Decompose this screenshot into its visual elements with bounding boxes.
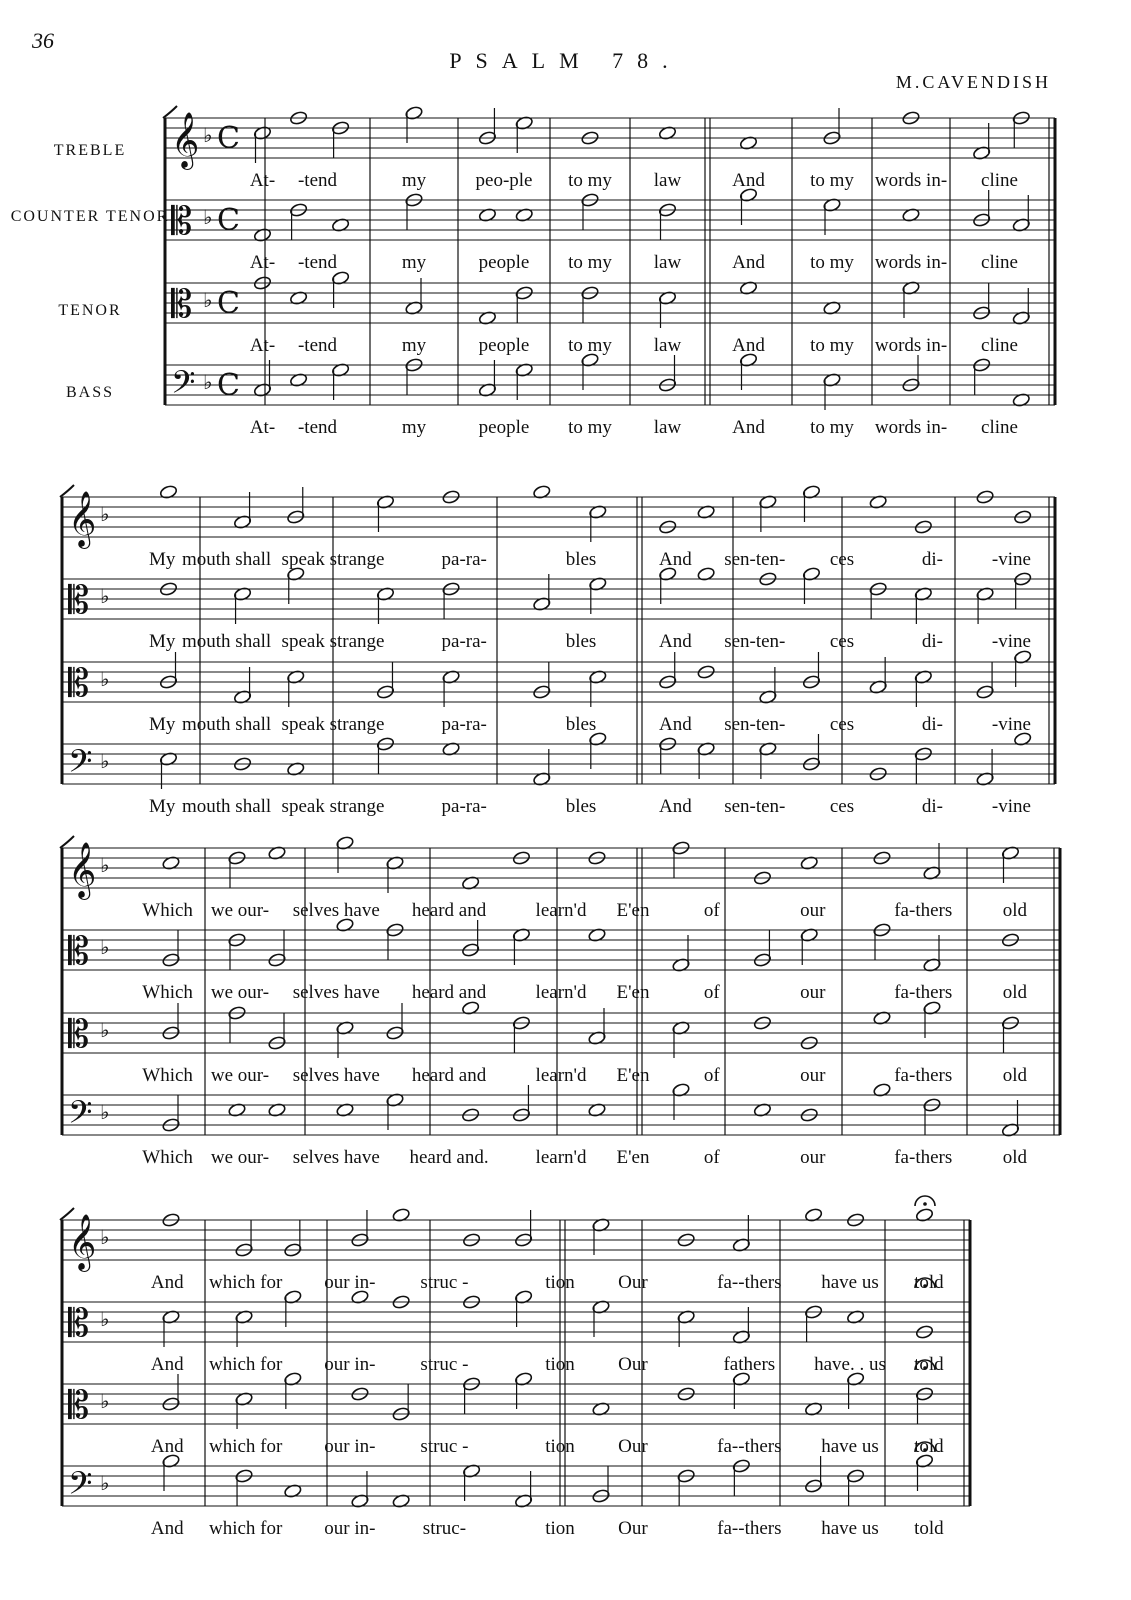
flat-icon: ♭ <box>100 1018 110 1042</box>
lyric-syllable: Our <box>618 1518 648 1539</box>
lyric-syllable: speak strange <box>281 796 385 817</box>
lyric-syllable: Which <box>142 900 193 921</box>
lyric-syllable: And <box>659 631 692 652</box>
lyric-syllable: learn'd <box>535 982 587 1003</box>
lyric-syllable: E'en <box>616 1147 650 1168</box>
lyric-syllable: ces <box>829 631 855 652</box>
lyric-syllable: have us <box>821 1272 879 1293</box>
lyric-syllable: My <box>148 796 176 817</box>
lyric-syllable: fa-thers <box>894 900 953 921</box>
lyric-syllable: to my <box>568 252 612 273</box>
lyric-syllable: which for <box>208 1272 283 1293</box>
lyric-syllable: people <box>478 335 530 356</box>
c-clef-icon: 𝄡 <box>171 282 193 326</box>
voice-label-tenor: TENOR <box>58 302 122 319</box>
lyric-syllable: Our <box>618 1272 648 1293</box>
fermata-dot <box>923 1202 927 1206</box>
lyric-syllable: to my <box>568 335 612 356</box>
treble-clef-icon: 𝄞 <box>68 1214 97 1270</box>
lyric-syllable: cline <box>981 252 1018 273</box>
lyric-syllable: of <box>703 1147 720 1168</box>
lyric-syllable: we our- <box>210 1065 270 1086</box>
c-clef-icon: 𝄡 <box>68 1383 90 1427</box>
lyric-syllable: our in- <box>324 1436 376 1457</box>
lyric-syllable: And <box>659 549 692 570</box>
lyric-syllable: have us <box>821 1518 879 1539</box>
treble-clef-icon: 𝄞 <box>68 842 97 898</box>
lyric-syllable: Which <box>142 982 193 1003</box>
lyric-syllable: learn'd <box>535 900 587 921</box>
lyric-syllable: cline <box>981 335 1018 356</box>
voice-label-counter-tenor: COUNTER TENOR <box>10 208 170 225</box>
lyric-syllable: And <box>732 335 765 356</box>
lyric-syllable: pa-ra- <box>441 631 487 652</box>
lyric-syllable: cline <box>981 417 1018 438</box>
flat-icon: ♭ <box>100 1225 110 1249</box>
voice-label-bass: BASS <box>65 384 115 401</box>
bass-clef-icon: 𝄢 <box>171 364 196 408</box>
lyric-syllable: And <box>732 252 765 273</box>
lyric-syllable: our <box>800 982 826 1003</box>
lyric-syllable: to my <box>568 417 612 438</box>
lyric-syllable: -vine <box>991 796 1031 817</box>
bass-clef-icon: 𝄢 <box>68 1094 93 1138</box>
lyric-syllable: fa--thers <box>717 1436 782 1457</box>
lyric-syllable: learn'd <box>535 1147 587 1168</box>
bass-clef-icon: 𝄢 <box>68 1465 93 1509</box>
lyric-syllable: ces <box>829 714 855 735</box>
lyric-syllable: old <box>1002 1147 1027 1168</box>
lyric-syllable: tion <box>545 1354 575 1375</box>
lyric-syllable: selves have <box>292 900 380 921</box>
lyric-syllable: -tend <box>297 335 338 356</box>
lyric-syllable: bles <box>565 796 597 817</box>
common-time-icon: C <box>217 203 240 238</box>
lyric-syllable: -tend <box>297 170 338 191</box>
lyric-syllable: our <box>800 1065 826 1086</box>
lyric-syllable: old <box>1002 900 1027 921</box>
lyric-syllable: E'en <box>616 982 650 1003</box>
lyric-syllable: which for <box>208 1354 283 1375</box>
lyric-syllable: heard and <box>411 900 487 921</box>
lyric-syllable: ces <box>829 796 855 817</box>
lyric-syllable: And <box>732 170 765 191</box>
lyric-syllable: pa-ra- <box>441 714 487 735</box>
lyric-syllable: Our <box>618 1436 648 1457</box>
lyric-syllable: to my <box>568 170 612 191</box>
lyric-syllable: fa--thers <box>717 1518 782 1539</box>
lyric-syllable: heard and. <box>409 1147 489 1168</box>
lyric-syllable: told <box>914 1436 944 1457</box>
lyric-syllable: pa-ra- <box>441 796 487 817</box>
composer-name: M.CAVENDISH <box>895 72 1051 92</box>
lyric-syllable: selves have <box>292 1147 380 1168</box>
lyric-syllable: to my <box>810 170 854 191</box>
lyric-syllable: to my <box>810 417 854 438</box>
lyric-syllable: our <box>800 900 826 921</box>
lyric-syllable: And <box>150 1518 184 1539</box>
lyric-syllable: di- <box>921 549 943 570</box>
flat-icon: ♭ <box>100 1100 110 1124</box>
lyric-syllable: of <box>703 1065 720 1086</box>
lyric-syllable: sen-ten- <box>724 631 786 652</box>
lyric-syllable: Our <box>618 1354 648 1375</box>
flat-icon: ♭ <box>100 853 110 877</box>
lyric-syllable: our in- <box>324 1272 376 1293</box>
lyric-syllable: law <box>653 170 682 191</box>
common-time-icon: C <box>217 121 240 156</box>
treble-clef-icon: 𝄞 <box>68 491 97 547</box>
lyric-syllable: fa-thers <box>894 1147 953 1168</box>
lyric-syllable: struc - <box>420 1272 469 1293</box>
lyric-syllable: sen-ten- <box>724 796 786 817</box>
lyric-syllable: ces <box>829 549 855 570</box>
lyric-syllable: we our- <box>210 982 270 1003</box>
lyric-syllable: told <box>914 1518 944 1539</box>
lyric-syllable: -tend <box>297 252 338 273</box>
c-clef-icon: 𝄡 <box>171 199 193 243</box>
lyric-syllable: mouth shall <box>181 714 272 735</box>
lyric-syllable: fa--thers <box>717 1272 782 1293</box>
lyric-syllable: old <box>1002 1065 1027 1086</box>
lyric-syllable: And <box>150 1272 184 1293</box>
common-time-icon: C <box>217 368 240 403</box>
lyric-syllable: struc - <box>420 1436 469 1457</box>
lyric-syllable: selves have <box>292 982 380 1003</box>
lyric-syllable: fathers <box>723 1354 776 1375</box>
lyric-syllable: di- <box>921 631 943 652</box>
voice-label-treble: TREBLE <box>53 142 127 159</box>
lyric-syllable: di- <box>921 714 943 735</box>
flat-icon: ♭ <box>203 205 213 229</box>
lyric-syllable: E'en <box>616 1065 650 1086</box>
lyric-syllable: to my <box>810 335 854 356</box>
lyric-syllable: speak strange <box>281 714 385 735</box>
lyric-syllable: At- <box>249 335 276 356</box>
lyric-syllable: tion <box>545 1518 575 1539</box>
lyric-syllable: Which <box>142 1147 193 1168</box>
lyric-syllable: speak strange <box>281 631 385 652</box>
lyric-syllable: mouth shall <box>181 549 272 570</box>
lyric-syllable: my <box>401 170 427 191</box>
lyric-syllable: have. . us <box>814 1354 886 1375</box>
lyric-syllable: E'en <box>616 900 650 921</box>
lyric-syllable: Which <box>142 1065 193 1086</box>
flat-icon: ♭ <box>100 1389 110 1413</box>
flat-icon: ♭ <box>100 749 110 773</box>
flat-icon: ♭ <box>100 667 110 691</box>
flat-icon: ♭ <box>203 288 213 312</box>
page-number: 36 <box>32 28 54 53</box>
lyric-syllable: my <box>401 417 427 438</box>
lyric-syllable: we our- <box>210 1147 270 1168</box>
lyric-syllable: mouth shall <box>181 631 272 652</box>
flat-icon: ♭ <box>100 584 110 608</box>
lyric-syllable: cline <box>981 170 1018 191</box>
lyric-syllable: And <box>659 714 692 735</box>
lyric-syllable: law <box>653 417 682 438</box>
lyric-syllable: told <box>914 1272 944 1293</box>
lyric-syllable: people <box>478 417 530 438</box>
lyric-syllable: told <box>914 1354 944 1375</box>
lyric-syllable: fa-thers <box>894 982 953 1003</box>
lyric-syllable: At- <box>249 417 276 438</box>
lyric-syllable: my <box>401 252 427 273</box>
c-clef-icon: 𝄡 <box>68 578 90 622</box>
lyric-syllable: sen-ten- <box>724 549 786 570</box>
lyric-syllable: di- <box>921 796 943 817</box>
lyric-syllable: My <box>148 631 176 652</box>
lyric-syllable: our <box>800 1147 826 1168</box>
lyric-syllable: old <box>1002 982 1027 1003</box>
lyric-syllable: words in- <box>874 252 948 273</box>
flat-icon: ♭ <box>203 123 213 147</box>
lyric-syllable: of <box>703 900 720 921</box>
lyric-syllable: which for <box>208 1518 283 1539</box>
lyric-syllable: And <box>732 417 765 438</box>
lyric-syllable: At- <box>249 252 276 273</box>
lyric-syllable: -vine <box>991 631 1031 652</box>
lyric-syllable: selves have <box>292 1065 380 1086</box>
lyric-syllable: bles <box>565 631 597 652</box>
flat-icon: ♭ <box>100 1307 110 1331</box>
lyric-syllable: to my <box>810 252 854 273</box>
lyric-syllable: bles <box>565 549 597 570</box>
lyric-syllable: we our- <box>210 900 270 921</box>
lyric-syllable: our in- <box>324 1354 376 1375</box>
lyric-syllable: have us <box>821 1436 879 1457</box>
common-time-icon: C <box>217 286 240 321</box>
lyric-syllable: our in- <box>324 1518 376 1539</box>
flat-icon: ♭ <box>100 935 110 959</box>
lyric-syllable: -tend <box>297 417 338 438</box>
lyric-syllable: which for <box>208 1436 283 1457</box>
lyric-syllable: heard and <box>411 1065 487 1086</box>
flat-icon: ♭ <box>100 1471 110 1495</box>
lyric-syllable: struc- <box>422 1518 467 1539</box>
lyric-syllable: struc - <box>420 1354 469 1375</box>
lyric-syllable: words in- <box>874 335 948 356</box>
lyric-syllable: sen-ten- <box>724 714 786 735</box>
c-clef-icon: 𝄡 <box>68 1012 90 1056</box>
lyric-syllable: peo-ple <box>475 170 533 191</box>
lyric-syllable: tion <box>545 1436 575 1457</box>
lyric-syllable: law <box>653 252 682 273</box>
lyric-syllable: bles <box>565 714 597 735</box>
lyric-syllable: of <box>703 982 720 1003</box>
c-clef-icon: 𝄡 <box>68 1301 90 1345</box>
lyric-syllable: My <box>148 714 176 735</box>
lyric-syllable: words in- <box>874 417 948 438</box>
lyric-syllable: heard and <box>411 982 487 1003</box>
lyric-syllable: -vine <box>991 714 1031 735</box>
lyric-syllable: learn'd <box>535 1065 587 1086</box>
lyric-syllable: fa-thers <box>894 1065 953 1086</box>
lyric-syllable: pa-ra- <box>441 549 487 570</box>
page-title: PSALM 78. <box>449 48 682 73</box>
lyric-syllable: -vine <box>991 549 1031 570</box>
lyric-syllable: And <box>150 1436 184 1457</box>
lyric-syllable: people <box>478 252 530 273</box>
lyric-syllable: law <box>653 335 682 356</box>
c-clef-icon: 𝄡 <box>68 929 90 973</box>
lyric-syllable: My <box>148 549 176 570</box>
lyric-syllable: And <box>659 796 692 817</box>
lyric-syllable: my <box>401 335 427 356</box>
lyric-syllable: mouth shall <box>181 796 272 817</box>
lyric-syllable: At- <box>249 170 276 191</box>
flat-icon: ♭ <box>100 502 110 526</box>
lyric-syllable: And <box>150 1354 184 1375</box>
treble-clef-icon: 𝄞 <box>171 112 200 168</box>
bass-clef-icon: 𝄢 <box>68 743 93 787</box>
flat-icon: ♭ <box>203 370 213 394</box>
lyric-syllable: tion <box>545 1272 575 1293</box>
lyric-syllable: words in- <box>874 170 948 191</box>
c-clef-icon: 𝄡 <box>68 661 90 705</box>
lyric-syllable: speak strange <box>281 549 385 570</box>
